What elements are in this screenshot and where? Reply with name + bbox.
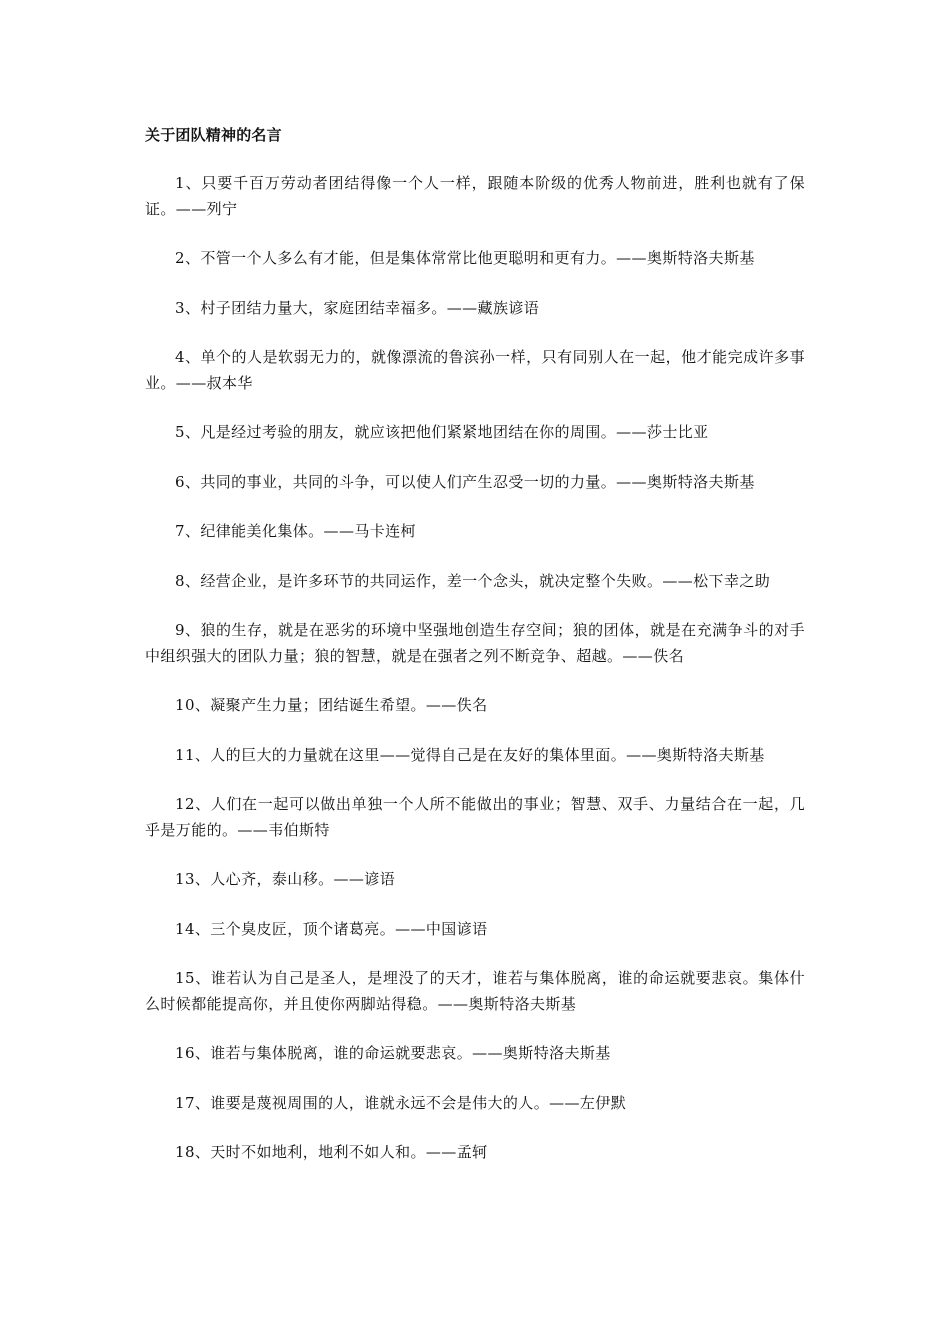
document-title: 关于团队精神的名言: [145, 126, 282, 144]
quote-paragraph: 4、单个的人是软弱无力的，就像漂流的鲁滨孙一样，只有同别人在一起，他才能完成许多事业。——叔本华: [145, 348, 805, 392]
quote-paragraph: 5、凡是经过考验的朋友，就应该把他们紧紧地团结在你的周围。——莎士比亚: [175, 423, 709, 441]
quote-paragraph: 3、村子团结力量大，家庭团结幸福多。——藏族谚语: [175, 298, 540, 317]
document-page: [145, 122, 805, 1190]
quote-paragraph: 16、谁若与集体脱离，谁的命运就要悲哀。——奥斯特洛夫斯基: [175, 1044, 611, 1062]
quote-paragraph: 1、只要千百万劳动者团结得像一个人一样，跟随本阶级的优秀人物前进，胜利也就有了保证。——列宁: [145, 174, 805, 218]
quote-paragraph: 18、天时不如地利，地利不如人和。——孟轲: [175, 1143, 488, 1161]
quote-paragraph: 13、人心齐，泰山移。——谚语: [175, 870, 396, 888]
quote-paragraph: 8、经营企业，是许多环节的共同运作，差一个念头，就决定整个失败。——松下幸之助: [175, 571, 771, 590]
quote-paragraph: 17、谁要是蔑视周围的人，谁就永远不会是伟大的人。——左伊默: [175, 1093, 627, 1112]
quote-paragraph: 12、人们在一起可以做出单独一个人所不能做出的事业；智慧、双手、力量结合在一起，几乎是万能的。——韦伯斯特: [145, 795, 805, 839]
quote-paragraph: 9、狼的生存，就是在恶劣的环境中坚强地创造生存空间；狼的团体，就是在充满争斗的对手中组织强大的团队力量；狼的智慧，就是在强者之列不断竞争、超越。——佚名: [145, 621, 805, 665]
quote-paragraph: 14、三个臭皮匠，顶个诸葛亮。——中国谚语: [175, 919, 488, 938]
quote-paragraph: 6、共同的事业，共同的斗争，可以使人们产生忍受一切的力量。——奥斯特洛夫斯基: [175, 472, 755, 491]
quote-paragraph: 11、人的巨大的力量就在这里——觉得自己是在友好的集体里面。——奥斯特洛夫斯基: [175, 745, 765, 764]
quote-paragraph: 10、凝聚产生力量；团结诞生希望。——佚名: [175, 696, 488, 714]
quote-paragraph: 15、谁若认为自己是圣人，是埋没了的天才，谁若与集体脱离，谁的命运就要悲哀。集体什么时候都能提高你，并且使你两脚站得稳。——奥斯特洛夫斯基: [145, 969, 805, 1013]
quote-paragraph: 7、纪律能美化集体。——马卡连柯: [175, 522, 416, 540]
quote-paragraph: 2、不管一个人多么有才能，但是集体常常比他更聪明和更有力。——奥斯特洛夫斯基: [175, 249, 755, 267]
